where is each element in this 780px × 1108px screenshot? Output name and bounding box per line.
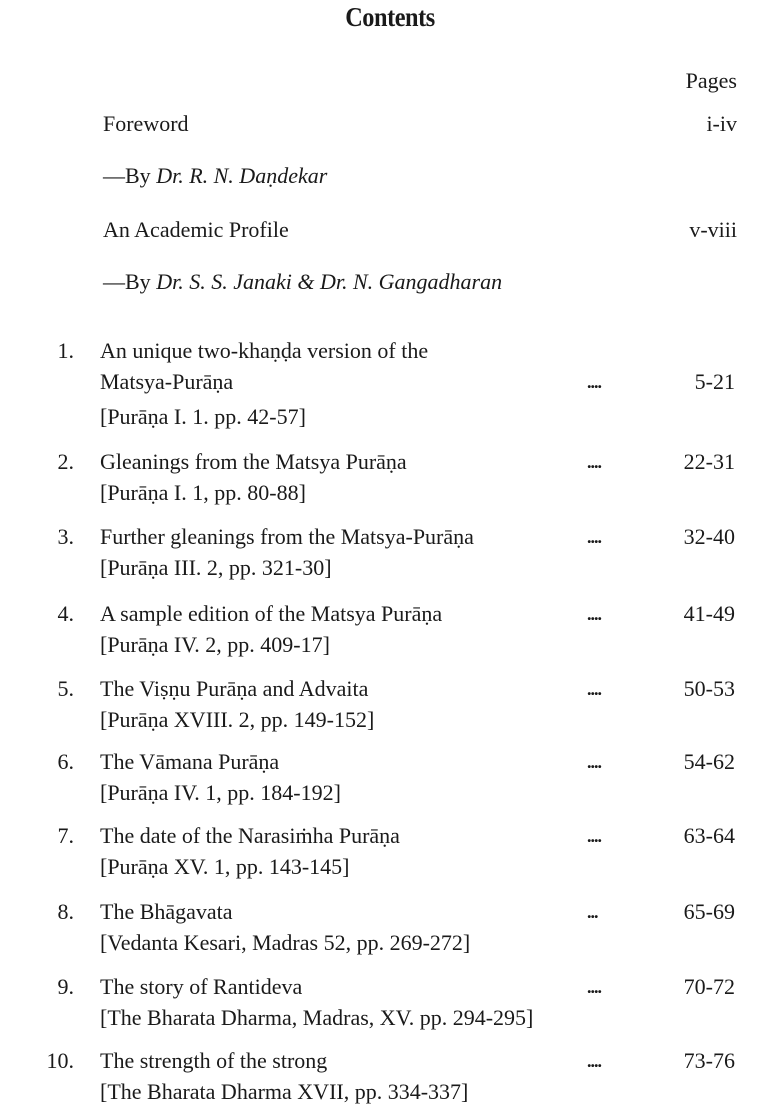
front-matter-pages: i-iv — [706, 111, 737, 136]
entry-source: [The Bharata Dharma XVII, pp. 334-337] — [100, 1079, 469, 1104]
leader-dots: .... — [587, 604, 601, 624]
page-title: Contents — [345, 2, 435, 32]
entry-number: 10. — [46, 1048, 74, 1073]
entry-number: 7. — [57, 823, 74, 848]
entry-source: [Purāṇa IV. 2, pp. 409-17] — [100, 632, 330, 657]
front-matter-pages: v-viii — [689, 217, 737, 242]
front-matter-byline — [103, 269, 502, 295]
entry-title: Further gleanings from the Matsya-Purāṇa — [100, 524, 474, 549]
entry-title-continued: Matsya-Purāṇa — [100, 369, 234, 394]
entry-source: [Vedanta Kesari, Madras 52, pp. 269-272] — [100, 930, 471, 955]
entry-source: [Purāṇa I. 1, pp. 80-88] — [100, 480, 306, 505]
entry-number: 8. — [57, 899, 74, 924]
leader-dots: .... — [587, 372, 601, 392]
entry-number: 2. — [57, 449, 74, 474]
entry-title: The Bhāgavata — [100, 899, 233, 924]
entry-number: 3. — [57, 524, 74, 549]
leader-dots: .... — [587, 452, 601, 472]
entry-source: [The Bharata Dharma, Madras, XV. pp. 294-295] — [100, 1005, 534, 1030]
entry-pages: 73-76 — [683, 1048, 735, 1073]
entry-source: [Purāṇa IV. 1, pp. 184-192] — [100, 780, 341, 805]
front-matter-label: An Academic Profile — [103, 217, 289, 242]
entry-number: 9. — [57, 974, 74, 999]
entry-number: 6. — [57, 749, 74, 774]
entry-pages: 65-69 — [683, 899, 735, 924]
entry-source: [Purāṇa III. 2, pp. 321-30] — [100, 555, 332, 580]
entry-pages: 22-31 — [683, 449, 735, 474]
entry-pages: 63-64 — [683, 823, 735, 848]
entry-pages: 70-72 — [683, 974, 735, 999]
leader-dots: ... — [587, 902, 598, 922]
entry-number: 1. — [57, 338, 74, 363]
front-matter-byline — [103, 163, 327, 189]
leader-dots: .... — [587, 1051, 601, 1071]
entry-title: An unique two-khaṇḍa version of the — [100, 338, 429, 363]
entry-title: The Vāmana Purāṇa — [100, 749, 280, 774]
entry-title: The date of the Narasiṁha Purāṇa — [100, 823, 400, 848]
entry-title: The story of Rantideva — [100, 974, 303, 999]
byline-authors: Dr. S. S. Janaki & Dr. N. Gangadharan — [156, 269, 503, 294]
entry-title: The Viṣṇu Purāṇa and Advaita — [100, 676, 369, 701]
byline-prefix: —By — [103, 269, 157, 294]
entry-number: 5. — [57, 676, 74, 701]
pages-column-header: Pages — [685, 68, 737, 93]
leader-dots: .... — [587, 826, 601, 846]
entry-pages: 54-62 — [683, 749, 735, 774]
entry-source: [Purāṇa XVIII. 2, pp. 149-152] — [100, 707, 375, 732]
entry-title: Gleanings from the Matsya Purāṇa — [100, 449, 407, 474]
front-matter-label: Foreword — [103, 111, 189, 136]
byline-prefix: —By — [103, 163, 157, 188]
entry-title: A sample edition of the Matsya Purāṇa — [100, 601, 443, 626]
leader-dots: .... — [587, 752, 601, 772]
entry-title: The strength of the strong — [100, 1048, 328, 1073]
entry-pages: 50-53 — [683, 676, 735, 701]
leader-dots: .... — [587, 527, 601, 547]
entry-source: [Purāṇa XV. 1, pp. 143-145] — [100, 854, 350, 879]
entry-number: 4. — [57, 601, 74, 626]
entry-pages: 41-49 — [683, 601, 735, 626]
leader-dots: .... — [587, 977, 601, 997]
entry-source: [Purāṇa I. 1. pp. 42-57] — [100, 404, 306, 429]
byline-authors: Dr. R. N. Daṇdekar — [156, 163, 328, 188]
entry-pages: 32-40 — [683, 524, 735, 549]
entry-pages: 5-21 — [694, 369, 735, 394]
leader-dots: .... — [587, 679, 601, 699]
